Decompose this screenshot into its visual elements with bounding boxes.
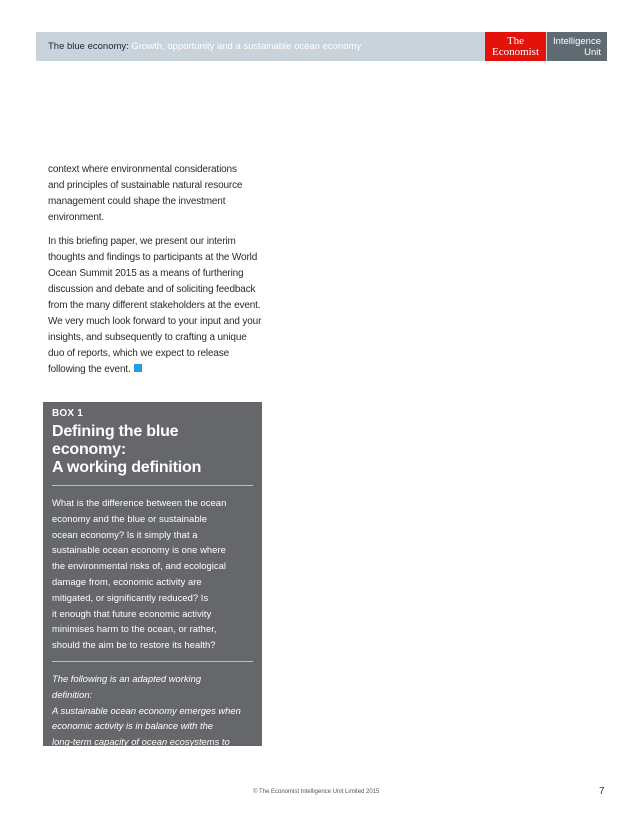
text-line: environment. <box>48 212 105 223</box>
box-definition-line: support this activity and remain resilient <box>52 751 217 763</box>
paragraph-context <box>48 162 270 226</box>
text-line: Ocean Summit 2015 as a means of furthering <box>48 268 244 279</box>
unit-logo-line1: Intelligence <box>552 35 601 47</box>
text-line: insights, and subsequently to crafting a unique <box>48 332 247 343</box>
box-definition-line: A sustainable ocean economy emerges when <box>52 704 241 716</box>
text-line: discussion and debate and of soliciting feedback <box>48 284 256 295</box>
box-divider <box>52 485 253 486</box>
box-body-line: should the aim be to restore its health? <box>52 639 216 651</box>
text-line: management could shape the investment <box>48 196 226 207</box>
page-number: 7 <box>599 786 605 797</box>
unit-logo-line2: Unit <box>584 46 601 58</box>
box-title <box>52 423 253 477</box>
text-line-final-text: following the event. <box>48 364 131 375</box>
paragraph-briefing <box>48 234 270 378</box>
box-divider <box>52 661 253 662</box>
box-label: BOX 1 <box>52 408 84 419</box>
text-line: duo of reports, which we expect to release <box>48 348 230 359</box>
box-body-line: What is the difference between the ocean <box>52 497 227 508</box>
header-title-sub: Growth, opportunity and a sustainable ocean economy <box>128 41 362 52</box>
box-body-line: minimises harm to the ocean, or rather, <box>52 623 217 635</box>
box-body-line: damage from, economic activity are <box>52 575 202 587</box>
text-line: thoughts and findings to participants at the World <box>48 252 258 263</box>
box-definition <box>52 671 253 782</box>
text-line: context where environmental considerations <box>48 164 237 175</box>
box-title-line: Defining the blue economy: <box>52 423 179 458</box>
box-1-panel <box>43 402 262 779</box>
box-body <box>52 495 253 653</box>
box-definition-line: long-term capacity of ocean ecosystems to <box>52 736 230 748</box>
text-line: We very much look forward to your input and your <box>48 316 262 327</box>
footer-copyright: © The Economist Intelligence Unit Limited 2015 <box>253 789 380 795</box>
economist-logo-line2: Economist <box>491 45 540 58</box>
text-line: from the many different stakeholders at the event. <box>48 300 261 311</box>
box-body-line: the environmental risks of, and ecological <box>52 560 227 572</box>
text-line: and principles of sustainable natural resource <box>48 180 243 191</box>
header-title <box>48 32 361 61</box>
box-body-line: ocean economy? Is it simply that a <box>52 528 198 540</box>
box-body-line: sustainable ocean economy is one where <box>52 544 226 556</box>
economist-logo-line1: The <box>506 34 525 47</box>
box-definition-line: The following is an adapted working <box>52 672 202 684</box>
text-line-final <box>48 362 270 378</box>
economist-logo <box>485 32 546 61</box>
box-body-line: it enough that future economic activity <box>52 607 212 619</box>
end-of-article-square-icon <box>134 364 142 372</box>
header-title-lead: The blue economy: <box>48 41 129 52</box>
box-title-line: A working definition <box>52 459 202 476</box>
box-definition-line: and healthy. <box>52 767 103 779</box>
text-line: In this briefing paper, we present our interim <box>48 236 236 247</box>
box-definition-line: definition: <box>52 688 93 700</box>
intelligence-unit-logo <box>547 32 607 61</box>
box-body-line: economy and the blue or sustainable <box>52 512 207 524</box>
box-body-line: mitigated, or significantly reduced? Is <box>52 591 209 603</box>
box-definition-line: economic activity is in balance with the <box>52 720 214 732</box>
